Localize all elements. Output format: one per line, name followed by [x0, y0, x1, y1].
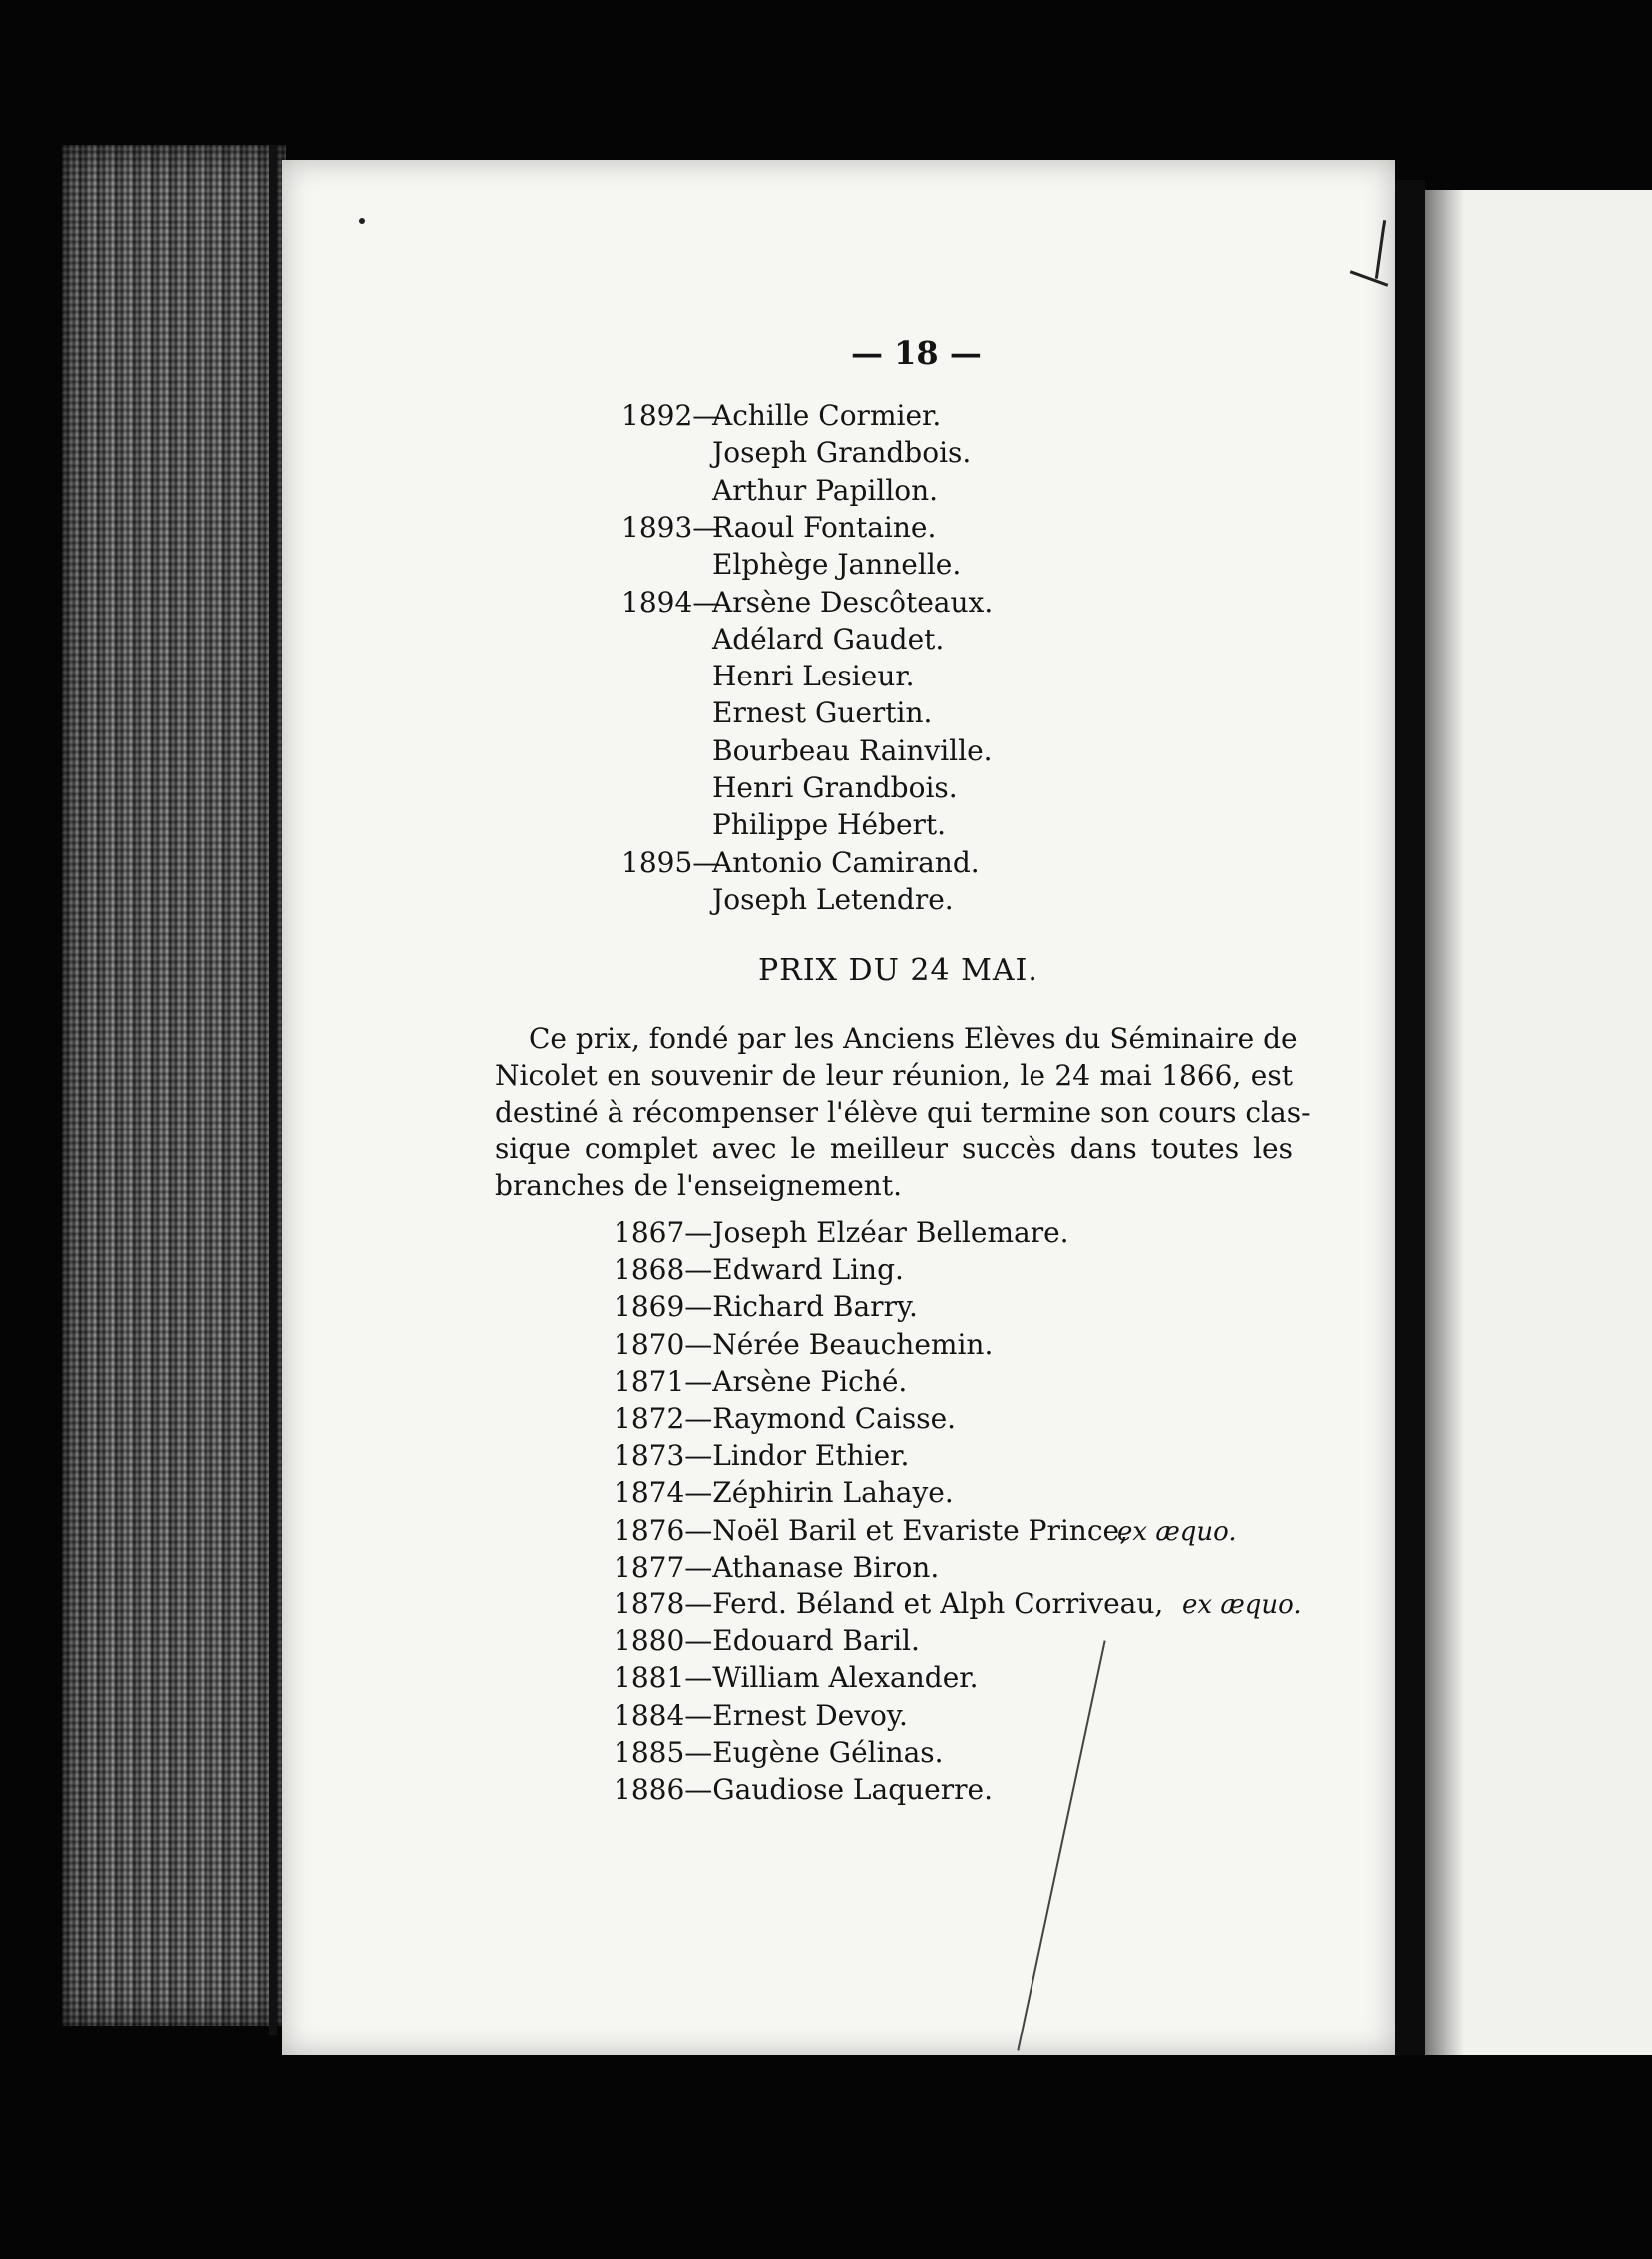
paragraph-line: branches de l'enseignement. — [495, 1169, 902, 1202]
entry-name: Joseph Letendre. — [712, 883, 954, 916]
entry-text: 1871—Arsène Piché. — [614, 1365, 908, 1398]
paragraph-line: Ce prix, fondé par les Anciens Elèves du Séminaire de — [529, 1022, 1298, 1055]
entry-name: Henri Lesieur. — [712, 660, 915, 692]
entry-year: 1893— — [621, 511, 721, 544]
entry-name: Antonio Camirand. — [712, 846, 980, 879]
entry-name: Raoul Fontaine. — [712, 511, 937, 544]
entry-name: Ernest Guertin. — [712, 696, 933, 729]
entry-year: 1894— — [621, 586, 721, 619]
entry-text: 1877—Athanase Biron. — [614, 1551, 940, 1583]
entry-text: 1872—Raymond Caisse. — [614, 1402, 957, 1435]
entry-text: 1881—William Alexander. — [614, 1661, 979, 1694]
section-description — [495, 1020, 1311, 1204]
entry-name: Arsène Descôteaux. — [712, 586, 994, 619]
entry-text: 1885—Eugène Gélinas. — [614, 1736, 944, 1769]
entry-text: 1873—Lindor Ethier. — [614, 1439, 910, 1472]
entry-name: Bourbeau Rainville. — [712, 734, 993, 767]
entry-name: Arthur Papillon. — [712, 474, 939, 507]
paragraph-line: Nicolet en souvenir de leur réunion, le 24 mai 1866, est — [495, 1059, 1293, 1092]
entry-text: 1880—Edouard Baril. — [614, 1624, 920, 1657]
facing-page-shadow — [1425, 190, 1464, 2055]
entry-name: Joseph Grandbois. — [712, 436, 972, 469]
entry-name: Achille Cormier. — [712, 399, 942, 432]
entry-name: Philippe Hébert. — [712, 808, 947, 841]
entry-name: Henri Grandbois. — [712, 771, 958, 804]
entry-year: 1895— — [621, 846, 721, 879]
ex-aequo-note: ex æquo. — [1182, 1590, 1302, 1620]
entry-text: 1876—Noël Baril et Evariste Prince, — [614, 1514, 1128, 1547]
page-edges-texture — [62, 145, 286, 2026]
paragraph-line: sique complet avec le meilleur succès dans toutes les — [495, 1132, 1293, 1165]
entry-year: 1892— — [621, 399, 721, 432]
entry-text: 1869—Richard Barry. — [614, 1290, 918, 1323]
page-number: — 18 — — [851, 334, 982, 372]
entry-name: Adélard Gaudet. — [712, 623, 945, 656]
book-spine — [269, 145, 277, 2035]
film-speck — [359, 218, 365, 224]
paragraph-line: destiné à récompenser l'élève qui termine son cours clas- — [495, 1096, 1311, 1129]
ex-aequo-note: ex æquo. — [1117, 1517, 1237, 1547]
entry-name: Elphège Jannelle. — [712, 548, 962, 581]
entry-text: 1878—Ferd. Béland et Alph Corriveau, — [614, 1587, 1164, 1620]
entry-text: 1874—Zéphirin Lahaye. — [614, 1476, 954, 1509]
entry-text: 1868—Edward Ling. — [614, 1253, 904, 1286]
entry-text: 1886—Gaudiose Laquerre. — [614, 1773, 993, 1806]
section-title: PRIX DU 24 MAI. — [758, 953, 1038, 988]
entry-text: 1867—Joseph Elzéar Bellemare. — [614, 1216, 1069, 1249]
entry-text: 1870—Nérée Beauchemin. — [614, 1328, 994, 1361]
page-gutter — [1395, 180, 1425, 2055]
entry-text: 1884—Ernest Devoy. — [614, 1699, 908, 1732]
